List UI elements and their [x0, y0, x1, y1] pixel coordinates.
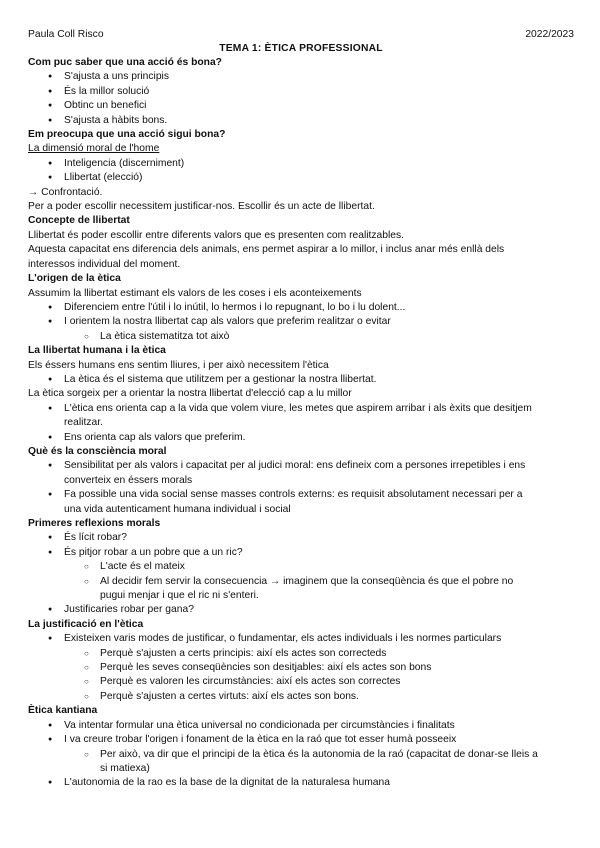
bullet-list: [28, 301, 574, 330]
sub-list-item: ○ Perquè les seves conseqüències son desitjables: així els actes son bons: [28, 661, 574, 675]
list-item: [28, 459, 574, 488]
bullet-list: [28, 70, 574, 128]
bullet-list: [28, 603, 574, 617]
section-heading: Com puc saber que una acció és bona?: [28, 57, 222, 68]
list-item: ● Diferenciem entre l'útil i lo inútil, lo hermos i lo repugnant, lo bo i lu dolent...: [28, 301, 574, 315]
list-item: ● S'ajusta a hàbits bons.: [28, 114, 574, 128]
document-title: TEMA 1: ÈTICA PROFESSIONAL: [219, 43, 383, 54]
list-item: ● Inteligencia (discerniment): [28, 157, 574, 171]
sub-list-item: ○ Perquè s'ajusten a certs principis: així els actes son correcteds: [28, 647, 574, 661]
section-heading: Em preocupa que una acció sigui bona?: [28, 129, 226, 141]
list-item: ● Justificaries robar per gana?: [28, 603, 574, 617]
list-item: ● Existeixen varis modes de justificar, o fundamentar, els actes individuals i les normes particulars: [28, 632, 574, 646]
list-item: ● És pitjor robar a un pobre que a un ric?: [28, 546, 574, 560]
list-item: ● I orientem la nostra llibertat cap als valors que preferim realitzar o evitar: [28, 315, 574, 329]
list-item-line: Sensibilitat per als valors i capacitat per al judici moral: ens defineix com a persones irrepetibles i ens: [64, 460, 526, 472]
list-item: ● I va creure trobar l'origen i fonament de la ètica en la raó que tot esser humà posseeix: [28, 733, 574, 747]
sub-list-item: ○ Perquè s'ajusten a certes virtuts: així els actes son bons.: [28, 690, 574, 704]
list-item-line: Fa possible una vida social sense masses controls externs: es requisit absolutament necessari per a: [64, 489, 523, 501]
list-item-line: converteix en éssers morals: [64, 474, 193, 486]
list-item: ● Va intentar formular una ètica universal no condicionada per circumstàncies i finalitats: [28, 719, 574, 733]
subheading: La dimensió moral de l'home: [28, 143, 160, 155]
paragraph: Per a poder escollir necessitem justificar-nos. Escollir és un acte de llibertat.: [28, 201, 375, 213]
section-heading: La llibertat humana i la ètica: [28, 345, 166, 357]
list-item: ● És la millor solució: [28, 85, 574, 99]
list-item-line: L'ètica ens orienta cap a la vida que volem viure, les metes que aspirem arribar i als èxits que desitjem: [64, 402, 532, 414]
list-item: [28, 488, 574, 517]
list-item-line: si matiexa): [100, 762, 150, 774]
sub-bullet-list: [28, 748, 574, 777]
sub-list-item: ○ La ètica sistematitza tot això: [28, 330, 574, 344]
list-item-line: realitzar.: [64, 417, 103, 429]
section-heading: Concepte de llibertat: [28, 215, 130, 227]
bullet-list: [28, 531, 574, 560]
paragraph: → Confrontació.: [28, 186, 103, 198]
bullet-list: [28, 719, 574, 748]
bullet-list: [28, 402, 574, 445]
paragraph-line: interessos individual del moment.: [28, 258, 181, 270]
section-heading: Ètica kantiana: [28, 705, 98, 717]
page-header: [28, 28, 574, 42]
sub-list-item: ○ L'acte és el mateix: [28, 560, 574, 574]
paragraph: La ètica sorgeix per a orientar la nostra llibertat d'elecció cap a lu millor: [28, 388, 352, 400]
section-heading: Què és la consciència moral: [28, 445, 167, 457]
list-item: ● Ens orienta cap als valors que preferim.: [28, 431, 574, 445]
list-item: ● S'ajusta a uns principis: [28, 70, 574, 84]
paragraph: Llibertat és poder escollir entre diferents valors que es presenten com realitzables.: [28, 229, 405, 241]
sub-bullet-list: [28, 560, 574, 603]
list-item: ● Llibertat (elecció): [28, 171, 574, 185]
section-heading: La justificació en l'ètica: [28, 618, 144, 630]
list-item: ● És lícit robar?: [28, 531, 574, 545]
bullet-list: [28, 373, 574, 387]
paragraph-line: Aquesta capacitat ens diferencia dels animals, ens permet aspirar a lo millor, i inclus anar més enllà dels: [28, 244, 505, 256]
bullet-list: [28, 776, 574, 790]
sub-list-item: [28, 748, 574, 777]
list-item: ● Obtinc un benefici: [28, 99, 574, 113]
paragraph: Assumim la llibertat estimant els valors de les coses i els aconteixements: [28, 287, 362, 299]
bullet-list: [28, 459, 574, 517]
list-item-line: Per això, va dir que el principi de la ètica és la autonomia de la raó (capacitat de donar-se lleis a: [100, 748, 538, 760]
bullet-list: [28, 632, 574, 646]
section-heading: Primeres reflexions morals: [28, 518, 161, 529]
bullet-list: [28, 157, 574, 186]
list-item-line: pugui menjar i que el ric ni s'enteri.: [100, 590, 259, 602]
sub-bullet-list: [28, 330, 574, 344]
section-heading: L'origen de la ètica: [28, 273, 121, 285]
sub-list-item: [28, 575, 574, 604]
sub-list-item: ○ Perquè es valoren les circumstàncies: així els actes son correctes: [28, 675, 574, 689]
academic-year: 2022/2023: [525, 29, 574, 40]
sub-bullet-list: [28, 647, 574, 705]
list-item-line: una vida autenticament humana individual i social: [64, 503, 291, 515]
list-item: ● L'autonomia de la rao es la base de la dignitat de la naturalesa humana: [28, 776, 574, 790]
list-item: [28, 402, 574, 431]
paragraph: Els éssers humans ens sentim lliures, i per això necessitem l'ètica: [28, 359, 329, 371]
author-name: Paula Coll Risco: [28, 29, 104, 40]
list-item: ● La ètica és el sistema que utilitzem per a gestionar la nostra llibertat.: [28, 373, 574, 387]
list-item-line: Al decidir fem servir la consecuencia → imaginem que la conseqüència és que el pobre no: [100, 575, 514, 587]
